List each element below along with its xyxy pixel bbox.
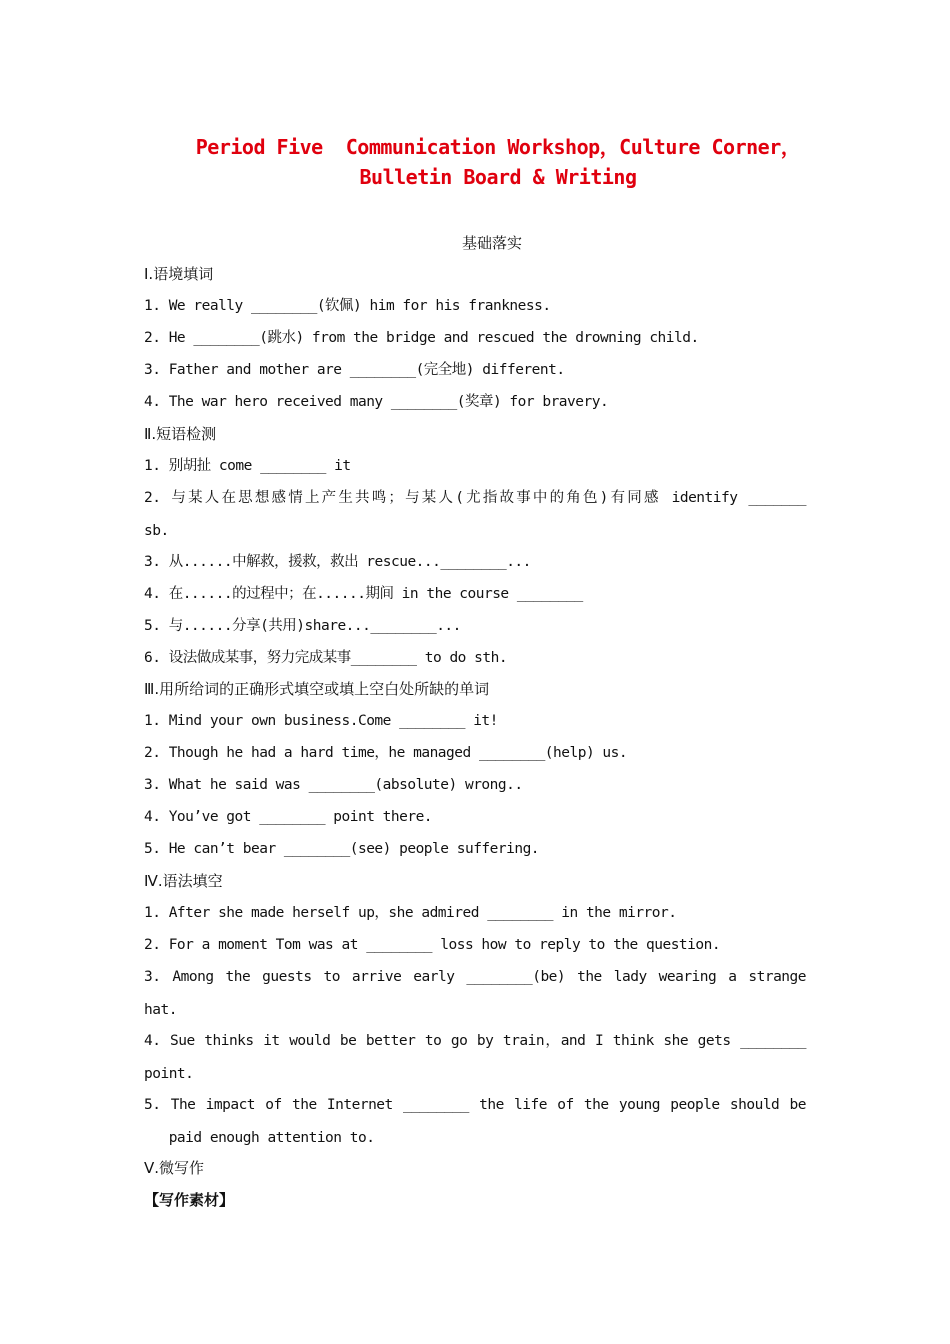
exercise-item: 5. He can’t bear ________(see) people suffering. xyxy=(144,841,540,857)
exercise-item: 4. You’ve got ________ point there. xyxy=(144,809,433,825)
section-heading: Ⅴ.微写作 xyxy=(144,1159,205,1177)
document-title-line-1: Period Five Communication Workshop，Culture Corner， xyxy=(195,135,801,159)
exercise-item-continued: sb. xyxy=(144,523,169,539)
exercise-item: 2. For a moment Tom was at ________ loss how to reply to the question. xyxy=(144,937,721,953)
exercise-item: 4. The war hero received many ________(奖章) for bravery. xyxy=(144,394,609,410)
document-title-line-2: Bulletin Board & Writing xyxy=(359,165,637,189)
exercise-item: 2. 与某人在思想感情上产生共鸣；与某人(尤指故事中的角色)有同感 identify _______ xyxy=(144,490,806,506)
exercise-item: 3. Father and mother are ________(完全地) different. xyxy=(144,362,565,378)
exercise-item: 3. What he said was ________(absolute) wrong.. xyxy=(144,777,523,793)
exercise-item: 2. Though he had a hard time，he managed ________(help) us. xyxy=(144,745,628,761)
exercise-item: 4. 在......的过程中；在......期间 in the course ________ xyxy=(144,586,583,602)
exercise-item: 5. The impact of the Internet ________ the life of the young people should be xyxy=(144,1097,806,1113)
exercise-item: 6. 设法做成某事，努力完成某事________ to do sth. xyxy=(144,650,508,666)
section-heading: Ⅲ.用所给词的正确形式填空或填上空白处所缺的单词 xyxy=(144,680,490,698)
exercise-item: 1. After she made herself up，she admired ________ in the mirror. xyxy=(144,905,677,921)
section-heading: Ⅰ.语境填词 xyxy=(144,265,214,283)
exercise-item-continued: hat. xyxy=(144,1002,177,1018)
exercise-item: 5. 与......分享(共用)share...________... xyxy=(144,618,461,634)
section-heading: Ⅱ.短语检测 xyxy=(144,425,217,443)
exercise-item: 3. Among the guests to arrive early ________(be) the lady wearing a strange xyxy=(144,969,806,985)
section-heading: Ⅳ.语法填空 xyxy=(144,872,223,890)
exercise-item: 1. Mind your own business.Come ________ it! xyxy=(144,713,498,729)
exercise-item-continued: point. xyxy=(144,1066,194,1082)
exercise-item: 3. 从......中解救，援救，救出 rescue...________... xyxy=(144,554,531,570)
exercise-item-continued: paid enough attention to. xyxy=(144,1130,375,1146)
writing-material-label: 【写作素材】 xyxy=(144,1191,235,1209)
exercise-item: 2. He ________(跳水) from the bridge and rescued the drowning child. xyxy=(144,330,699,346)
section-subtitle: 基础落实 xyxy=(461,234,522,252)
exercise-item: 1. We really ________(钦佩) him for his frankness. xyxy=(144,298,551,314)
exercise-item: 4. Sue thinks it would be better to go by train，and I think she gets ________ xyxy=(144,1033,806,1049)
exercise-item: 1. 别胡扯 come ________ it xyxy=(144,458,351,474)
